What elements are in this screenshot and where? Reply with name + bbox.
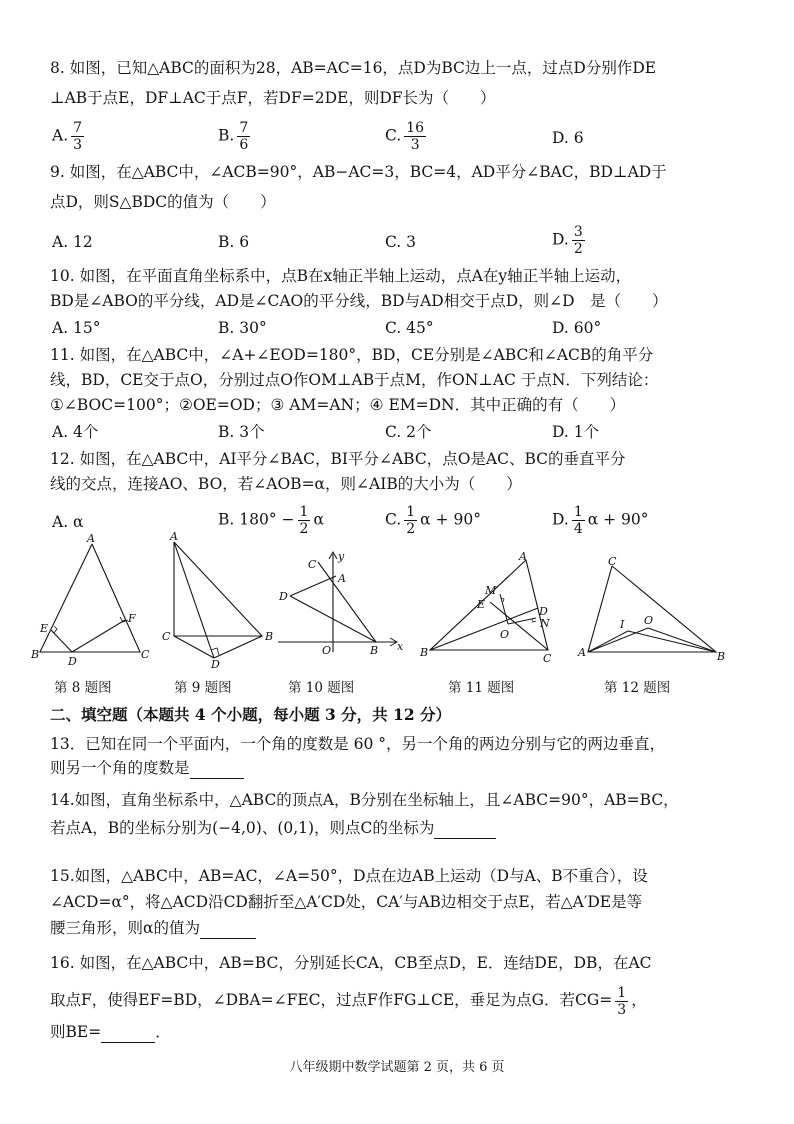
q8-option-d: D. 6 (552, 129, 584, 147)
q11-stem-line1: 11. 如图，在△ABC中，∠A+∠EOD=180°，BD，CE分别是∠ABC和∠ACB的角平分 (50, 346, 654, 364)
f8-label-c: C (141, 648, 150, 661)
q15-stem-line2: ∠ACD=α°，将△ACD沿CD翻折至△A′CD处，CA′与AB边相交于点E，若△A′DE是等 (50, 893, 643, 911)
q11-stem-line2: 线，BD，CE交于点O，分别过点O作OM⊥AB于点M，作ON⊥AC 于点N．下列结论： (50, 371, 659, 389)
q9-option-d: D. $\frac{3}{2}$ (552, 224, 583, 257)
q11-option-c: C. 2个 (385, 423, 432, 441)
figure-q12 (578, 556, 728, 670)
q16-stem-line2: 取点F，使得EF=BD，∠DBA=∠FEC，过点F作FG⊥CE，垂足为点G．若CG= $\frac{1}{3}$ ， (50, 984, 647, 1018)
f8-label-d: D (68, 655, 77, 668)
q13-answer-blank[interactable] (190, 758, 244, 779)
q16-answer-blank[interactable] (101, 1022, 155, 1043)
caption-q9: 第 9 题图 (174, 680, 232, 696)
q15-stem-line1: 15.如图，△ABC中，AB=AC，∠A=50°，D点在边AB上运动（D与A、B不重合），设 (50, 867, 648, 885)
q11-option-d: D. 1个 (552, 423, 600, 441)
f10-label-b: B (370, 644, 379, 657)
q12-option-b: B. 180° − $\frac{1}{2}$ α (218, 504, 324, 537)
page-footer: 八年级期中数学试题第 2 页，共 6 页 (289, 1060, 505, 1075)
q10-option-a: A. 15° (52, 319, 101, 337)
q14-stem-line1: 14.如图，直角坐标系中，△ABC的顶点A，B分别在坐标轴上，且∠ABC=90°，AB=BC， (50, 791, 679, 809)
q9-option-b: B. 6 (218, 233, 250, 251)
f8-label-a: A (87, 532, 95, 545)
f10-label-o: O (322, 644, 332, 657)
q8-option-a: A. $\frac{7}{3}$ (52, 120, 83, 153)
figure-q11 (418, 552, 568, 668)
figure-q8 (30, 534, 150, 668)
f11-label-c: C (543, 652, 552, 665)
f10-label-y: y (338, 550, 345, 563)
f11-label-m: M (485, 584, 497, 597)
figure-q11-drawing (418, 552, 568, 664)
q10-option-b: B. 30° (218, 319, 267, 337)
q12-stem-line2: 线的交点，连接AO、BO，若∠AOB=α，则∠AIB的大小为（ ） (50, 475, 522, 493)
section-2-heading: 二、填空题（本题共 4 个小题，每小题 3 分，共 12 分） (50, 705, 452, 724)
q11-option-b: B. 3个 (218, 423, 265, 441)
figure-q9 (162, 530, 282, 671)
f8-label-f: F (128, 612, 136, 625)
f12-label-o: O (644, 614, 654, 627)
f9-label-a: A (170, 530, 178, 543)
f9-label-b: B (265, 630, 274, 643)
f11-label-e: E (477, 598, 486, 611)
f10-label-x: x (397, 640, 404, 653)
q8-option-c: C. $\frac{16}{3}$ (385, 120, 425, 153)
f11-label-d: D (539, 605, 548, 618)
f11-label-b: B (420, 646, 429, 659)
f11-label-n: N (540, 617, 550, 630)
figure-q10-drawing (278, 548, 408, 663)
figure-q9-drawing (162, 530, 282, 671)
f9-label-d: D (211, 658, 220, 671)
q11-stem-line3: ①∠BOC=100°；②OE=OD；③ AM=AN；④ EM=DN．其中正确的有（ ） (50, 396, 626, 414)
q14-stem-line2: 若点A，B的坐标分别为(−4,0)、(0,1)，则点C的坐标为 (50, 818, 754, 839)
f8-label-b: B (31, 648, 40, 661)
f8-label-e: E (40, 622, 49, 635)
q14-answer-blank[interactable] (434, 818, 496, 839)
q16-stem-line3: 则BE= ． (50, 1023, 171, 1041)
q9-stem-line2: 点D，则S△BDC的值为（ ） (50, 193, 276, 211)
caption-q11: 第 11 题图 (448, 680, 515, 696)
q9-option-c: C. 3 (385, 233, 417, 251)
figure-q10 (278, 548, 408, 667)
q8-option-b: B. $\frac{7}{6}$ (218, 120, 249, 153)
q8-stem-line1: 8. 如图，已知△ABC的面积为28，AB=AC=16，点D为BC边上一点，过点D分别作DE (50, 59, 657, 77)
caption-q10: 第 10 题图 (288, 680, 355, 696)
q15-answer-blank[interactable] (200, 918, 256, 939)
q12-stem-line1: 12. 如图，在△ABC中，AI平分∠BAC，BI平分∠ABC，点O是AC、BC的垂直平分 (50, 450, 626, 468)
q8-stem-line2: ⊥AB于点E，DF⊥AC于点F，若DF=2DE，则DF长为（ ） (50, 89, 496, 107)
f10-label-a: A (338, 572, 346, 585)
f11-label-o: O (500, 628, 510, 641)
q13-stem-line1: 13．已知在同一个平面内，一个角的度数是 60 °，另一个角的两边分别与它的两边垂直， (50, 735, 666, 753)
q10-stem-line1: 10. 如图，在平面直角坐标系中，点B在x轴正半轴上运动，点A在y轴正半轴上运动， (50, 267, 632, 285)
q11-option-a: A. 4个 (52, 423, 99, 441)
caption-q8: 第 8 题图 (54, 680, 112, 696)
q9-option-a: A. 12 (52, 233, 93, 251)
q15-stem-line3: 腰三角形，则α的值为 (50, 918, 754, 939)
figure-q12-drawing (578, 556, 728, 666)
f12-label-a: A (578, 646, 586, 659)
f10-label-c: C (308, 558, 317, 571)
q12-option-a: A. α (52, 513, 84, 531)
q12-option-c: C. $\frac{1}{2}$ α + 90° (385, 504, 481, 537)
q10-option-c: C. 45° (385, 319, 434, 337)
f12-label-c: C (608, 555, 617, 568)
q16-stem-line1: 16. 如图，在△ABC中，AB=BC，分别延长CA，CB至点D，E．连结DE，DB，在AC (50, 954, 652, 972)
f12-label-i: I (620, 618, 625, 631)
f9-label-c: C (162, 630, 171, 643)
figure-q8-drawing (30, 532, 150, 668)
q10-option-d: D. 60° (552, 319, 602, 337)
f10-label-d: D (279, 590, 288, 603)
q12-option-d: D. $\frac{1}{4}$ α + 90° (552, 504, 649, 537)
q9-stem-line1: 9. 如图，在△ABC中，∠ACB=90°，AB−AC=3，BC=4，AD平分∠BAC，BD⊥AD于 (50, 163, 667, 181)
q10-stem-line2: BD是∠ABO的平分线，AD是∠CAO的平分线，BD与AD相交于点D，则∠D 是（ ） (50, 292, 668, 310)
f11-label-a: A (519, 550, 527, 563)
q13-stem-line2: 则另一个角的度数是 (50, 758, 754, 779)
caption-q12: 第 12 题图 (604, 680, 671, 696)
f12-label-b: B (717, 650, 726, 663)
